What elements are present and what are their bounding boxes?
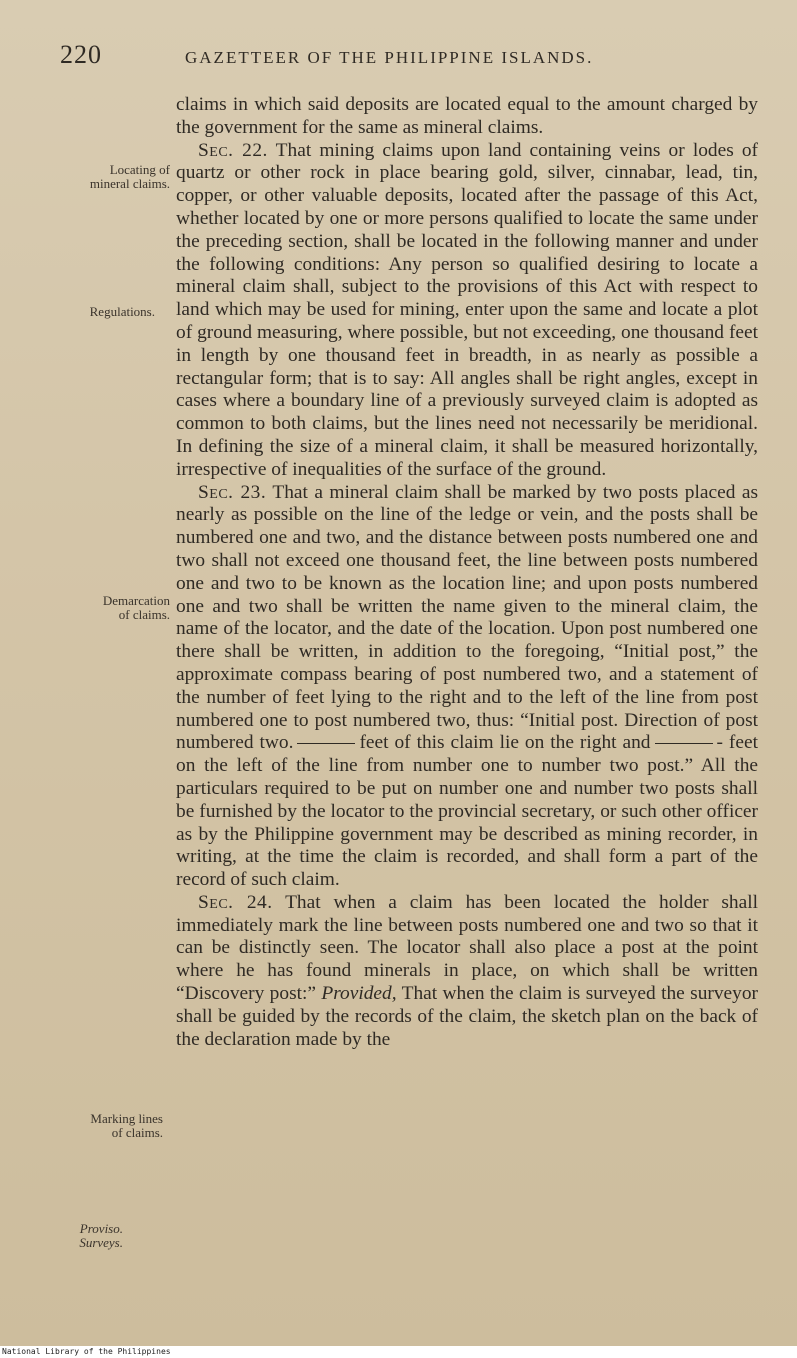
paragraph-sec-22 xyxy=(176,140,758,482)
page-header xyxy=(0,40,797,74)
footer-bar xyxy=(0,1346,797,1358)
margin-note-regulations: Regulations. xyxy=(89,304,155,319)
margin-note-marking: Marking lines of claims. xyxy=(90,1111,163,1140)
section-text-24a: That when a claim has been located the holder shall immediately mark the line between posts numbered one and two so that it can be distinctly seen. The locator shall also place a post at the point where he has found minerals in place, on which shall be written “Discovery post:” xyxy=(176,891,759,1005)
blank-line xyxy=(655,743,713,744)
paragraph-sec-24 xyxy=(176,892,758,1052)
section-text-23a: That a mineral claim shall be marked by two posts placed as nearly as possible on the line of the ledge or vein, and the posts shall be numbered one and two, and the distance between posts numbered one and two shall not exceed one thousand feet, the line between posts numbered one and two to be known as the location line; and upon posts numbered one and two shall be written the name given to the mineral claim, the name of the locator, and the date of the location. Upon post numbered one there shall be written, in addition to the foregoing, “Initial post,” the approximate compass bearing of post numbered two, and a statement of the number of feet lying to the right and to the left of the line from post numbered one to post numbered two, thus: “Initial post. Direction of post numbered two. xyxy=(176,481,758,754)
paragraph-continued: claims in which said deposits are located equal to the amount charged by the government for the same as mineral claims. xyxy=(176,94,758,138)
section-text-24b: That when the claim is surveyed the surveyor shall be guided by the records of the claim, the sketch plan on the back of the declaration made by the xyxy=(176,983,758,1050)
margin-note-demarcation: Demarcation of claims. xyxy=(102,593,170,622)
section-heading-23: Sec. 23. xyxy=(198,481,267,503)
margin-note-locating: Locating of mineral claims. xyxy=(89,162,170,191)
section-heading-22: Sec. 22. xyxy=(198,139,268,161)
margin-note-proviso: Proviso. Surveys. xyxy=(79,1221,123,1250)
body-text xyxy=(176,94,758,1051)
footer-credit: National Library of the Philippines xyxy=(2,1347,171,1356)
running-title: GAZETTEER OF THE PHILIPPINE ISLANDS. xyxy=(185,48,594,67)
section-heading-24: Sec. 24. xyxy=(198,891,273,913)
section-text-23b: feet of this claim lie on the right and xyxy=(359,732,651,754)
section-text-22: That mining claims upon land containing veins or lodes of quartz or other rock in place bearing gold, silver, cinnabar, lead, tin, copper, or other valuable deposits, located after the passage of this Act, whether located by one or more persons qualified to locate the same under the preceding section, shall be located in the following manner and under the following conditions: Any person so qualified desiring to locate a mineral claim shall, subject to the provisions of this Act with respect to land which may be used for mining, enter upon the same and locate a plot of ground measuring, where possible, but not exceeding, one thousand feet in length by one thousand feet in breadth, in as nearly as possible a rectangular form; that is to say: All angles shall be right angles, except in cases where a boundary line of a previously surveyed claim is adopted as common to both claims, but the lines need not necessarily be meridional. In defining the size of a mineral claim, it shall be measured horizontally, irrespective of inequalities of the surface of the ground. xyxy=(176,139,759,480)
section-text-23c: - feet on the left of the line from number one to number two post.” All the particulars required to be put on number one and number two posts shall be furnished by the locator to the provincial secretary, or such other officer as by the Philippine government may be described as mining recorder, in writing, at the time the claim is recorded, and shall form a part of the record of such claim. xyxy=(176,732,758,891)
page-number: 220 xyxy=(60,40,102,69)
provided-word: Provided, xyxy=(321,983,397,1005)
paragraph-sec-23 xyxy=(176,482,758,892)
blank-line xyxy=(297,743,355,744)
